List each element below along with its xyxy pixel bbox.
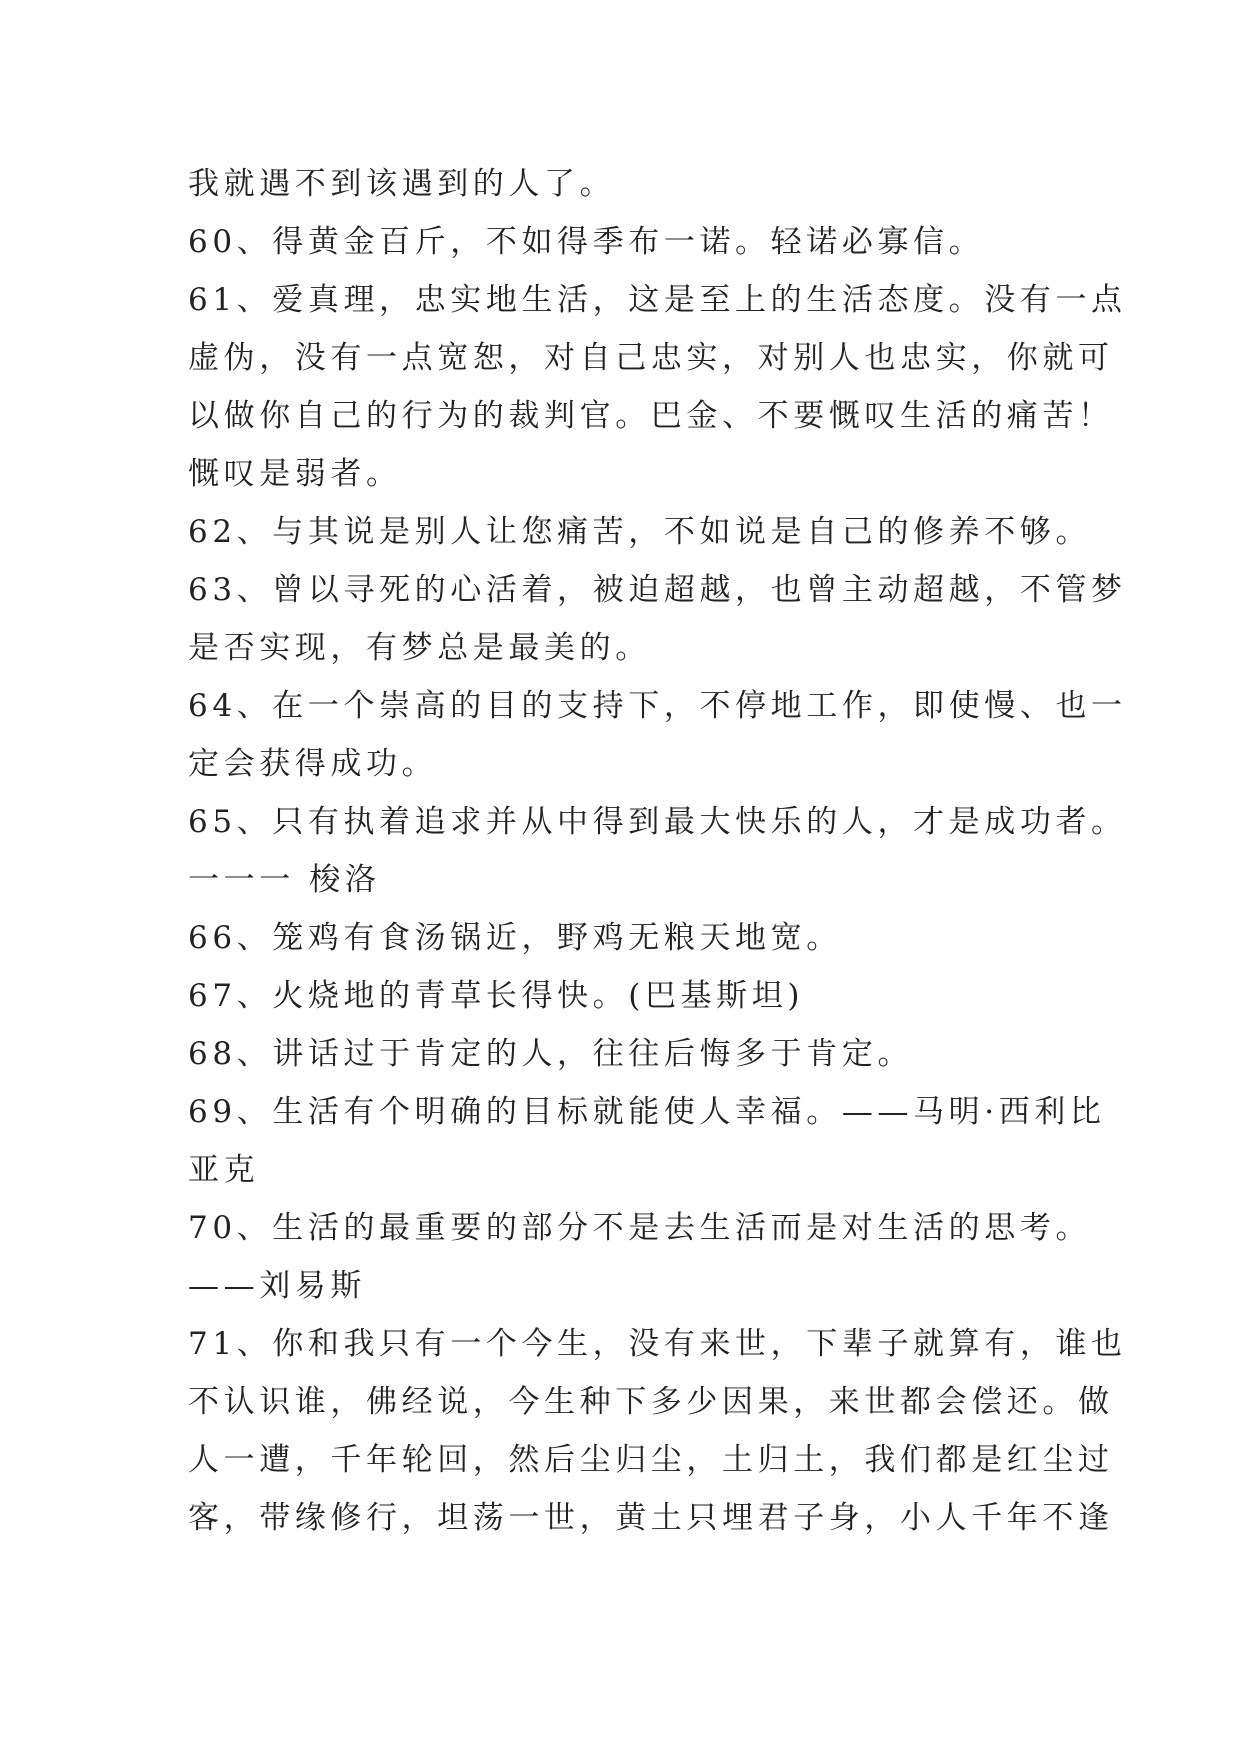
text-line: 是否实现，有梦总是最美的。 [188,630,651,666]
quote-62: 62、与其说是别人让您痛苦，不如说是自己的修养不够。 [188,514,1092,550]
quote-66: 66、笼鸡有食汤锅近，野鸡无粮天地宽。 [188,920,842,956]
quote-63: 63、曾以寻死的心活着，被迫超越，也曾主动超越，不管梦 [188,572,1127,608]
quote-60: 60、得黄金百斤，不如得季布一诺。轻诺必寡信。 [188,224,985,260]
quote-attribution: 一一一 梭洛 [188,862,381,898]
quote-65: 65、只有执着追求并从中得到最大快乐的人，才是成功者。 [188,804,1127,840]
text-line: 不认识谁，佛经说，今生种下多少因果，来世都会偿还。做 [188,1384,1114,1420]
text-line: 以做你自己的行为的裁判官。巴金、不要慨叹生活的痛苦！ [188,398,1114,434]
quote-70: 70、生活的最重要的部分不是去生活而是对生活的思考。 [188,1210,1092,1246]
quote-64: 64、在一个崇高的目的支持下，不停地工作，即使慢、也一 [188,688,1127,724]
text-line: 慨叹是弱者。 [188,456,402,492]
text-line: 人一遭，千年轮回，然后尘归尘，土归土，我们都是红尘过 [188,1442,1114,1478]
text-line: 我就遇不到该遇到的人了。 [188,166,616,202]
text-line: 亚克 [188,1152,260,1188]
quote-text-block [188,155,1127,1547]
quote-attribution: ——刘易斯 [188,1268,366,1304]
quote-68: 68、讲话过于肯定的人，往往后悔多于肯定。 [188,1036,914,1072]
text-line: 虚伪，没有一点宽恕，对自己忠实，对别人也忠实，你就可 [188,340,1114,376]
quote-61: 61、爱真理，忠实地生活，这是至上的生活态度。没有一点 [188,282,1127,318]
quote-69: 69、生活有个明确的目标就能使人幸福。——马明·西利比 [188,1094,1106,1130]
quote-67: 67、火烧地的青草长得快。(巴基斯坦) [188,978,805,1014]
quote-71: 71、你和我只有一个今生，没有来世，下辈子就算有，谁也 [188,1326,1127,1362]
text-line: 定会获得成功。 [188,746,438,782]
text-line: 客，带缘修行，坦荡一世，黄土只埋君子身，小人千年不逢 [188,1500,1114,1536]
